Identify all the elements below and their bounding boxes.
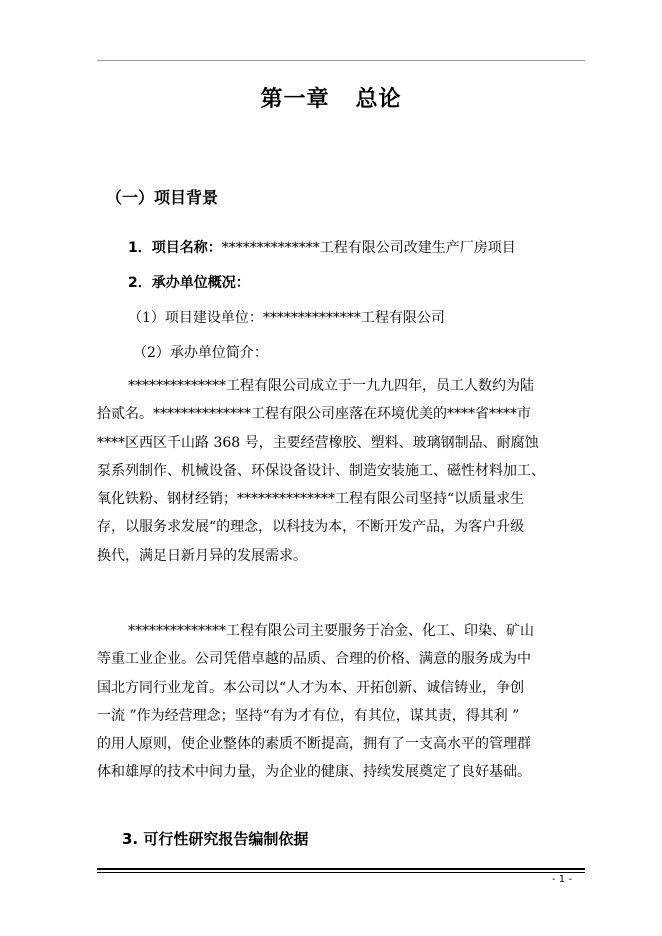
- paragraph-line: ****区西区千山路 368 号，主要经营橡胶、塑料、玻璃钢制品、耐腐蚀: [97, 434, 539, 451]
- chapter-title: [0, 82, 662, 113]
- construction-unit-line: （1）项目建设单位：**************工程有限公司: [128, 310, 445, 326]
- paragraph-line: 体和雄厚的技术中间力量，为企业的健康、持续发展奠定了良好基础。: [97, 764, 531, 781]
- footer-rule-thin: [97, 872, 585, 873]
- intro-paragraph-2: [97, 617, 587, 787]
- organizer-heading: 2．承办单位概况：: [128, 275, 250, 291]
- header-rule: [97, 60, 585, 61]
- paragraph-line: 的用人原则，使企业整体的素质不断提高，拥有了一支高水平的管理群: [97, 736, 531, 753]
- project-name-line: [128, 237, 516, 257]
- footer-rule-thick: [97, 868, 585, 870]
- chapter-name: 总论: [355, 87, 402, 112]
- project-name-label: 1．项目名称：: [128, 240, 222, 256]
- paragraph-line: 国北方同行业龙首。本公司以“人才为本、开拓创新、诚信铸业，争创: [97, 679, 525, 696]
- paragraph-line: 拾贰名。**************工程有限公司座落在环境优美的****省****市: [97, 406, 531, 423]
- section-heading: （一）项目背景: [106, 188, 219, 207]
- paragraph-line: 氧化铁粉、钢材经销；**************工程有限公司坚持“以质量求生: [97, 491, 525, 508]
- intro-paragraph-1: [97, 372, 587, 570]
- paragraph-line: 存，以服务求发展“的理念，以科技为本，不断开发产品，为客户升级: [97, 519, 525, 536]
- page-number: - 1 -: [552, 874, 572, 885]
- paragraph-line: 一流 ”作为经营理念；坚持“有为才有位，有其位，谋其责，得其利 ”: [97, 707, 520, 724]
- project-name-value: **************工程有限公司改建生产厂房项目: [221, 240, 516, 256]
- paragraph-line: **************工程有限公司成立于一九九四年，员工人数约为陆: [128, 378, 534, 394]
- paragraph-line: 泵系列制作、机械设备、环保设备设计、制造安装施工、磁性材料加工、: [97, 462, 545, 479]
- organizer-intro-heading: （2）承办单位简介：: [133, 345, 268, 361]
- paragraph-line: **************工程有限公司主要服务于冶金、化工、印染、矿山: [128, 623, 534, 639]
- paragraph-line: 换代，满足日新月异的发展需求。: [97, 547, 307, 564]
- chapter-number: 第一章: [260, 87, 330, 112]
- paragraph-line: 等重工业企业。公司凭借卓越的品质、合理的价格、满意的服务成为中: [97, 651, 531, 668]
- basis-heading: 3. 可行性研究报告编制依据: [122, 830, 309, 848]
